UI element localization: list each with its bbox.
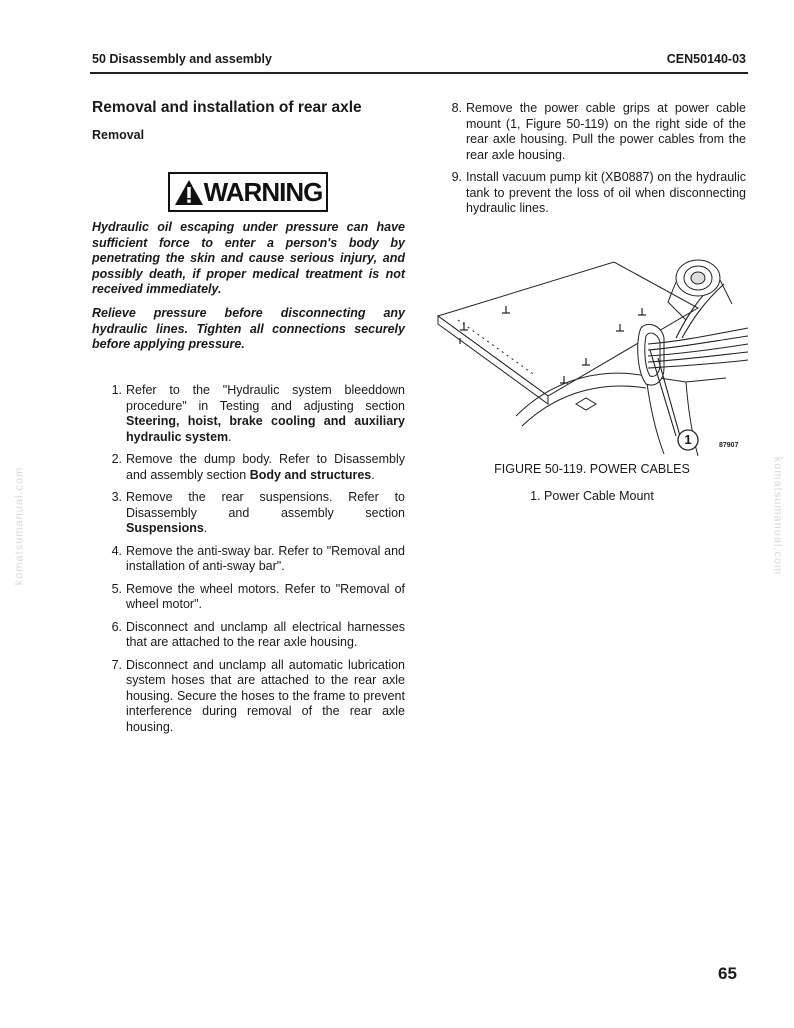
list-item: 3. Remove the rear suspensions. Refer to Disassembly and assembly section Suspensions. <box>111 490 405 535</box>
watermark-right: komatsumanual.com <box>771 456 784 576</box>
steps-list-right <box>436 101 746 217</box>
figure-legend: 1. Power Cable Mount <box>530 489 654 503</box>
callout-number: 1 <box>684 432 692 447</box>
warning-paragraph-2: Relieve pressure before disconnecting any hydraulic lines. Tighten all connections securely before applying pressure. <box>92 306 405 351</box>
list-item: 4. Remove the anti-sway bar. Refer to "Removal and installation of anti-sway bar". <box>111 543 405 573</box>
watermark-left: komatsumanual.com <box>13 466 26 586</box>
warning-label: WARNING <box>203 177 323 207</box>
list-item: 1. Refer to the "Hydraulic system bleeddown procedure" in Testing and adjusting section Steering, hoist, brake cooling and auxiliary hydraulic system. <box>111 383 405 444</box>
figure-power-cables <box>436 258 748 458</box>
list-item: 2. Remove the dump body. Refer to Disassembly and assembly section Body and structures. <box>111 452 405 482</box>
header-doc-id: CEN50140-03 <box>666 52 746 66</box>
list-item: 9. Install vacuum pump kit (XB0887) on the hydraulic tank to prevent the loss of oil when disconnecting hydraulic lines. <box>451 170 746 215</box>
figure-image-code: 87907 <box>719 442 739 449</box>
header-section: 50 Disassembly and assembly <box>92 52 272 66</box>
warning-paragraph-1: Hydraulic oil escaping under pressure can have sufficient force to enter a person's body by penetrating the skin and cause serious injury, and possibly death, if proper medical treatment is not received immediately. <box>92 220 405 296</box>
list-item: 7. Disconnect and unclamp all automatic lubrication system hoses that are attached to the rear axle housing. Secure the hoses to the frame to prevent interference during removal of the rear axle housing. <box>111 657 405 734</box>
warning-label-box <box>168 172 328 212</box>
list-item: 5. Remove the wheel motors. Refer to "Removal of wheel motor". <box>111 581 405 611</box>
figure-caption: FIGURE 50-119. POWER CABLES <box>494 462 690 476</box>
section-subtitle: Removal <box>92 128 145 142</box>
power-cables-illustration <box>436 258 748 458</box>
warning-triangle-icon <box>174 179 204 206</box>
page-number: 65 <box>718 964 737 983</box>
list-item: 8. Remove the power cable grips at power cable mount (1, Figure 50-119) on the right side of the rear axle housing. Pull the power cables from the rear axle housing. <box>451 101 746 162</box>
steps-list-left <box>92 383 405 735</box>
page-title: Removal and installation of rear axle <box>92 99 362 116</box>
header-rule <box>90 72 748 74</box>
list-item: 6. Disconnect and unclamp all electrical harnesses that are attached to the rear axle housing. <box>111 619 405 649</box>
